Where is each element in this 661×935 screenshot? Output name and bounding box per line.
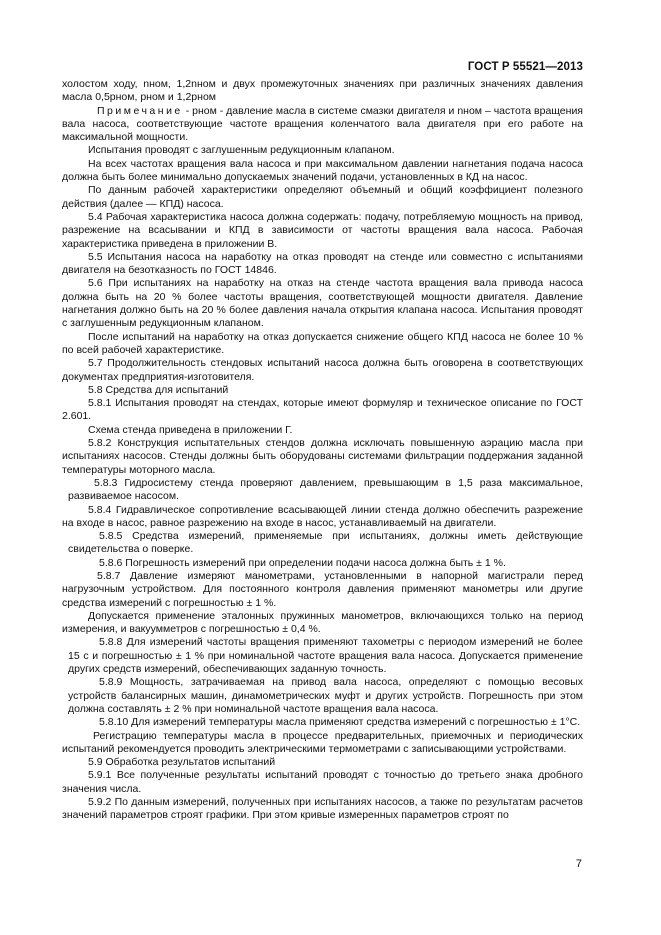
document-code-header: ГОСТ Р 55521—2013 <box>467 61 583 73</box>
clause-5-8-3: 5.8.3 Гидросистему стенда проверяют давлением, превышающим в 1,5 раза максимальное, развиваемое насосом. <box>68 476 583 503</box>
note-text: - pном - давление масла в системе смазки двигателя и nном – частота вращения вала насоса, соответствующие частоте вращения коленчатого вала двигателя при его работе на максимальной мощности. <box>62 104 583 144</box>
paragraph-posle-ispytanij: После испытаний на наработку на отказ допускается снижение общего КПД насоса не более 10 % по всей рабочей характеристике. <box>62 330 583 356</box>
page-number: 7 <box>575 858 582 870</box>
clause-5-9-2: 5.9.2 По данным измерений, полученных при испытаниях насосов, а также по результатам расчетов значений параметров строят графики. При этом кривые измеренных параметров строят по <box>62 796 583 822</box>
paragraph-kpd: По данным рабочей характеристики определяют объемный и общий коэффициент полезного действия (далее — КПД) насоса. <box>62 184 583 210</box>
clause-5-8-1: 5.8.1 Испытания проводят на стендах, которые имеют формуляр и техническое описание по ГОСТ 2.601. <box>62 397 583 423</box>
paragraph-podacha: На всех частотах вращения вала насоса и при максимальном давлении нагнетания подача насоса должна быть более минимально допускаемых значений подачи, установленных в КД на насос. <box>62 157 583 184</box>
clause-5-9-1: 5.9.1 Все полученные результаты испытаний проводят с точностью до третьего знака дробного значения числа. <box>62 769 583 795</box>
document-body <box>62 78 583 823</box>
clause-5-9-heading: 5.9 Обработка результатов испытаний <box>88 756 276 769</box>
clause-5-8-4: 5.8.4 Гидравлическое сопротивление всасывающей линии стенда должно обеспечить разрежение на входе в насос, равное разрежению на входе в насос, устанавливаемый на двигатели. <box>62 503 583 529</box>
paragraph-shema-stenda: Схема стенда приведена в приложении Г. <box>88 423 293 436</box>
clause-5-8-9: 5.8.9 Мощность, затрачиваемая на привод вала насоса, определяют с помощью весовых устройств балансирных машин, динамометрических муфт и других устройств. Погрешность при этом должна составлять ± 2 % при номинальной частоте вращения вала насоса. <box>68 676 583 715</box>
clause-5-8-heading: 5.8 Средства для испытаний <box>88 383 229 396</box>
paragraph-continuation: холостом ходу, nном, 1,2nном и двух промежуточных значениях при различных значениях давления масла 0,5pном, pном и 1,2pном <box>62 78 583 104</box>
clause-5-8-10: 5.8.10 Для измерений температуры масла применяют средства измерений с погрешностью ± 1°С. <box>99 716 581 729</box>
clause-5-6: 5.6 При испытаниях на наработку на отказ на стенде частота вращения вала привода насоса должна быть на 20 % более частоты вращения, соответствующей мощности двигателя. Давление нагнетания должно быть на 20 % более давления начала открытия клапана насоса. Испытания проводят с заглушенным редукционным клапаном. <box>62 277 583 330</box>
clause-5-8-2: 5.8.2 Конструкция испытательных стендов должна исключать повышенную аэрацию масла при испытаниях насосов. Стенды должны быть оборудованы системами фильтрации поддержания заданной температуры моторного масла. <box>62 437 583 476</box>
clause-5-8-7: 5.8.7 Давление измеряют манометрами, установленными в напорной магистрали перед нагрузочным устройством. Для постоянного контроля давления применяют манометры или другие средства измерений с погрешностью ± 1 %. <box>62 569 583 609</box>
paragraph-redukcionnyj: Испытания проводят с заглушенным редукционным клапаном. <box>88 144 395 157</box>
clause-5-8-8: 5.8.8 Для измерений частоты вращения применяют тахометры с периодом измерений не более 15 с и погрешностью ± 1 % при номинальной частоте вращения вала насоса. Допускается применение других средств измерений, обеспечивающих заданную точность. <box>68 636 583 676</box>
note <box>62 105 583 145</box>
note-label: Примечание <box>97 104 183 117</box>
clause-5-8-5: 5.8.5 Средства измерений, применяемые при испытаниях, должны иметь действующие свидетельства о поверке. <box>68 530 583 556</box>
paragraph-registraciya: Регистрацию температуры масла в процессе предварительных, приемочных и периодических испытаний рекомендуется проводить электрическими термометрами с записывающими устройствами. <box>62 729 583 755</box>
clause-5-4: 5.4 Рабочая характеристика насоса должна содержать: подачу, потребляемую мощность на привод, разрежение на всасывании и КПД в зависимости от частоты вращения вала насоса. Рабочая характеристика приведена в приложении В. <box>62 210 583 250</box>
paragraph-manometry: Допускается применение эталонных пружинных манометров, включающихся только на период измерения, и вакуумметров с погрешностью ± 0,4 %. <box>62 609 583 636</box>
clause-5-5: 5.5 Испытания насоса на наработку на отказ проводят на стенде или совместно с испытаниями двигателя на безотказность по ГОСТ 14846. <box>62 250 583 277</box>
clause-5-7: 5.7 Продолжительность стендовых испытаний насоса должна быть оговорена в соответствующих документах предприятия-изготовителя. <box>62 357 583 383</box>
clause-5-8-6: 5.8.6 Погрешность измерений при определении подачи насоса должна быть ± 1 %. <box>99 556 506 569</box>
